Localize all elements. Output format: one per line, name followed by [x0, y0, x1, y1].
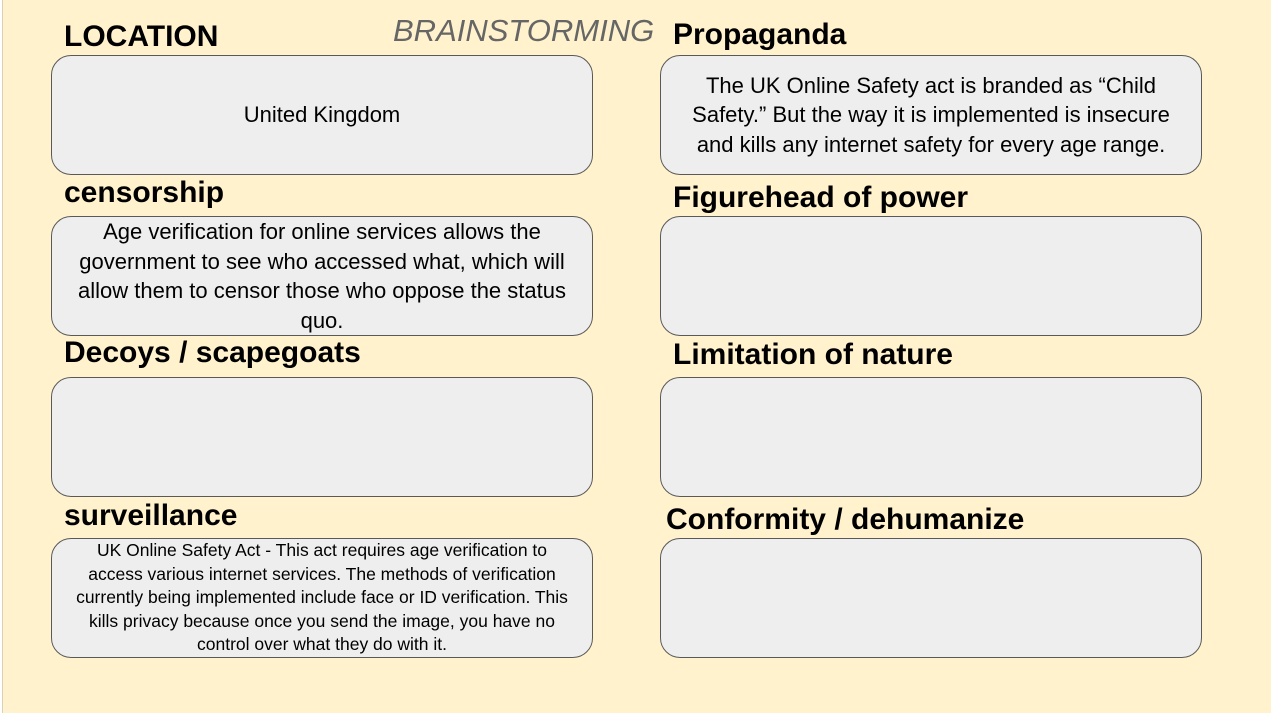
conformity-box[interactable]: [660, 538, 1202, 658]
conformity-heading: Conformity / dehumanize: [666, 503, 1025, 536]
decoys-heading: Decoys / scapegoats: [64, 336, 361, 369]
censorship-text: Age verification for online services allows the government to see who accessed what, which will allow them to censor those who oppose the status quo.: [78, 219, 566, 333]
censorship-heading: censorship: [64, 176, 225, 209]
propaganda-text: The UK Online Safety act is branded as “Child Safety.” But the way it is implemented is insecure and kills any internet safety for every age range.: [692, 72, 1170, 157]
figurehead-heading: Figurehead of power: [673, 181, 969, 214]
propaganda-heading: Propaganda: [673, 18, 847, 51]
propaganda-box[interactable]: [660, 55, 1202, 175]
slide-title: BRAINSTORMING: [393, 13, 655, 48]
location-heading: LOCATION: [64, 20, 219, 53]
limitation-heading: Limitation of nature: [673, 338, 953, 371]
location-text: United Kingdom: [243, 102, 401, 128]
surveillance-box[interactable]: [51, 538, 593, 658]
censorship-box[interactable]: [51, 216, 593, 336]
surveillance-heading: surveillance: [64, 499, 238, 532]
figurehead-box[interactable]: [660, 216, 1202, 336]
brainstorm-slide: [2, 0, 1271, 713]
location-box[interactable]: [51, 55, 593, 175]
decoys-box[interactable]: [51, 377, 593, 497]
limitation-box[interactable]: [660, 377, 1202, 497]
surveillance-text: UK Online Safety Act - This act requires age verification to access various internet services. The methods of verification currently being implemented include face or ID verification. This kills privacy because once you send the image, you have no control over what they do with it.: [76, 540, 568, 655]
